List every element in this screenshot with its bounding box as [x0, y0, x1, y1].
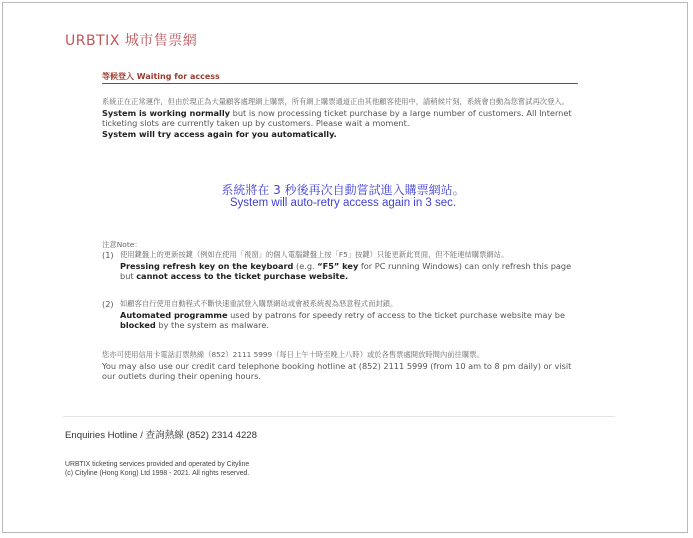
retry-message-zh: 系統將在 3 秒後再次自動嘗試進入購票網站。 [221, 183, 465, 197]
note-bold: cannot access to the ticket purchase website. [136, 271, 349, 282]
note-item-en [120, 310, 572, 331]
note-item-zh: 如顧客自行使用自動程式不斷快速重試登入購票網站或會被系統視為惡意程式而封鎖。 [120, 299, 398, 308]
note-item-2 [102, 299, 572, 335]
note-text: by the system as malware. [155, 320, 269, 331]
note-number: (2) [102, 299, 114, 309]
note-text: for PC running Windows) can only refresh this page but [120, 260, 572, 282]
retry-message-en: System will auto-retry access again in 3 sec. [229, 197, 457, 209]
page-frame [2, 2, 688, 533]
note-heading: 注意Note： [102, 240, 142, 249]
note-bold: Automated programme [120, 309, 228, 320]
footer-operator: URBTIX ticketing services provided and operated by Cityline [65, 461, 250, 468]
note-item-en [120, 261, 572, 282]
note-bold: “F5” key [317, 260, 359, 271]
note-bold: Pressing refresh key on the keyboard [120, 260, 294, 271]
logo-brand: URBTIX [65, 33, 120, 49]
note-bold: blocked [120, 320, 156, 331]
logo-chinese: 城市售票網 [124, 33, 198, 49]
divider [63, 416, 615, 417]
note-text: used by patrons for speedy retry of access to the ticket purchase website may be [227, 309, 566, 320]
hotline-note-zh: 您亦可使用信用卡電話訂票熱線（852）2111 5999（每日上午十時至晚上八時）或於各售票處開放時間內前往購票。 [102, 350, 484, 359]
status-rest: but is now processing ticket purchase by a large number of customers. All Internet ticketing slots are currently taken up by customers. Please wait a moment. [102, 107, 572, 129]
status-bold-2: System will try access again for you automatically. [102, 128, 337, 139]
footer-copyright: (c) Cityline (Hong Kong) Ltd 1998 - 2021. All rights reserved. [65, 470, 250, 477]
status-message-en [102, 108, 588, 140]
urbtix-logo[interactable] [65, 30, 197, 50]
note-item-1 [102, 250, 572, 300]
status-message-zh: 系統正在正常運作，但由於現正為大量顧客處理網上購票，所有網上購票通道正由其他顧客使用中，請稍候片刻，系統會自動為您嘗試再次登入。 [102, 97, 569, 106]
note-text: (e.g. [293, 260, 318, 271]
enquiries-hotline: Enquiries Hotline / 查詢熱線 (852) 2314 4228 [65, 430, 257, 441]
page-title: 等候登入 Waiting for access [102, 71, 578, 84]
note-item-zh: 使用鍵盤上的更新按鍵（例如在使用「視窗」的個人電腦鍵盤上按「F5」按鍵）只能更新此頁面，但不能連結購票網站。 [120, 250, 509, 259]
hotline-note-en: You may also use our credit card telephone booking hotline at (852) 2111 5999 (from 10 am to 8 pm daily) or visit our outlets during their opening hours. [102, 360, 572, 382]
status-bold-1: System is working normally [102, 107, 231, 118]
hotline-note [102, 350, 572, 382]
status-message [102, 97, 588, 139]
note-number: (1) [102, 250, 114, 260]
